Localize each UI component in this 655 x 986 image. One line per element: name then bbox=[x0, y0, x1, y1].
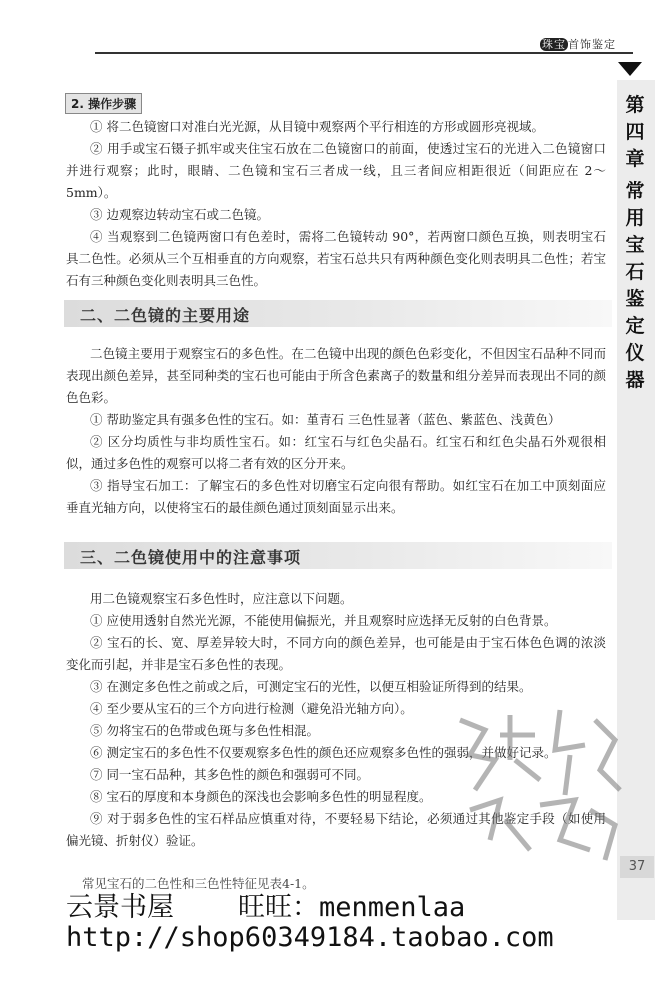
section3-paragraph: ⑦ 同一宝石品种，其多色性的颜色和强弱可不同。 bbox=[90, 767, 369, 782]
chapter-title-char: 常 bbox=[625, 180, 645, 202]
section3-paragraph: ⑨ 对于弱多色性的宝石样品应慎重对待，不要轻易下结论，必须通过其他鉴定手段（如使用偏光镜、折射仪）验证。 bbox=[66, 811, 606, 848]
seal-watermark-icon bbox=[440, 700, 630, 870]
chapter-title-char: 仪 bbox=[625, 342, 645, 364]
section3-paragraph: ⑤ 勿将宝石的色带或色斑与多色性相混。 bbox=[90, 723, 319, 738]
step-paragraph: ③ 边观察边转动宝石或二色镜。 bbox=[90, 207, 269, 222]
section2-paragraph: ③ 指导宝石加工：了解宝石的多色性对切磨宝石定向很有帮助。如红宝石在加工中顶刻面应垂直光轴方向，以使将宝石的最佳颜色通过顶刻面显示出来。 bbox=[66, 478, 606, 515]
section2-body bbox=[66, 343, 606, 519]
chapter-char: 第 bbox=[625, 94, 645, 116]
step-paragraph: ② 用手或宝石镊子抓牢或夹住宝石放在二色镜窗口的前面，使透过宝石的光进入二色镜窗口并进行观察；此时，眼睛、二色镜和宝石三者成一线，且三者间应相距很近（间距应在 2～5mm）。 bbox=[66, 141, 606, 200]
shop-name: 云景书屋 bbox=[66, 892, 174, 923]
cut-off-line: 常见宝石的二色性和三色性特征见表4-1。 bbox=[82, 876, 315, 891]
section3-paragraph: 用二色镜观察宝石多色性时，应注意以下问题。 bbox=[90, 591, 353, 606]
page-number: 37 bbox=[620, 856, 654, 878]
chapter-title-char: 石 bbox=[625, 261, 645, 283]
section3-paragraph: ④ 至少要从宝石的三个方向进行检测（避免沿光轴方向）。 bbox=[90, 701, 413, 716]
running-header bbox=[540, 36, 616, 52]
section2-paragraph: ② 区分均质性与非均质性宝石。如：红宝石与红色尖晶石。红宝石和红色尖晶石外观很相似，通过多色性的观察可以将二者有效的区分开来。 bbox=[66, 434, 606, 471]
shop-info bbox=[66, 885, 465, 924]
header-rule bbox=[95, 52, 633, 54]
chapter-title-char: 器 bbox=[625, 369, 645, 391]
shop-url[interactable]: http://shop60349184.taobao.com bbox=[66, 922, 554, 953]
chapter-number bbox=[620, 92, 650, 173]
section-title: 三、二色镜使用中的注意事项 bbox=[80, 548, 302, 567]
header-highlight: 珠宝 bbox=[542, 38, 566, 51]
chapter-title-char: 定 bbox=[625, 315, 645, 337]
step-paragraph: ① 将二色镜窗口对准白光光源，从目镜中观察两个平行相连的方形或圆形亮视域。 bbox=[90, 119, 544, 134]
shop-wangwang: 旺旺：menmenlaa bbox=[238, 892, 466, 923]
section3-paragraph: ⑧ 宝石的厚度和本身颜色的深浅也会影响多色性的明显程度。 bbox=[90, 789, 432, 804]
section-title: 二、二色镜的主要用途 bbox=[80, 306, 251, 325]
section2-paragraph: ① 帮助鉴定具有强多色性的宝石。如：堇青石 三色性显著（蓝色、紫蓝色、浅黄色） bbox=[90, 412, 561, 427]
section3-paragraph: ② 宝石的长、宽、厚差异较大时，不同方向的颜色差异，也可能是由于宝石体色色调的浓淡变化而引起，并非是宝石多色性的表现。 bbox=[66, 635, 606, 672]
diamond-icon bbox=[618, 62, 642, 76]
section3-paragraph: ③ 在测定多色性之前或之后，可测定宝石的光性，以便互相验证所得到的结果。 bbox=[90, 679, 532, 694]
chapter-title bbox=[620, 178, 650, 394]
chapter-char: 章 bbox=[625, 148, 645, 170]
header-title-rest: 首饰鉴定 bbox=[568, 38, 616, 51]
chapter-char: 四 bbox=[625, 121, 645, 143]
step-paragraph: ④ 当观察到二色镜两窗口有色差时，需将二色镜转动 90°，若两窗口颜色互换，则表明宝石具二色性。必须从三个互相垂直的方向观察，若宝石总共只有两种颜色变化则表明具二色性；若宝石有三种颜色变化则表明具三色性。 bbox=[66, 229, 606, 288]
section3-paragraph: ⑥ 测定宝石的多色性不仅要观察多色性的颜色还应观察多色性的强弱，并做好记录。 bbox=[90, 745, 557, 760]
section3-paragraph: ① 应使用透射自然光光源，不能使用偏振光，并且观察时应选择无反射的白色背景。 bbox=[90, 613, 557, 628]
step-body bbox=[66, 116, 606, 292]
chapter-title-char: 用 bbox=[625, 207, 645, 229]
chapter-title-char: 鉴 bbox=[625, 288, 645, 310]
section2-paragraph: 二色镜主要用于观察宝石的多色性。在二色镜中出现的颜色色彩变化，不但因宝石品种不同而表现出颜色差异，甚至同种类的宝石也可能由于所含色素离子的数量和组分差异而表现出不同的颜色色彩。 bbox=[66, 346, 606, 405]
chapter-title-char: 宝 bbox=[625, 234, 645, 256]
step-heading: 2. 操作步骤 bbox=[65, 93, 142, 114]
